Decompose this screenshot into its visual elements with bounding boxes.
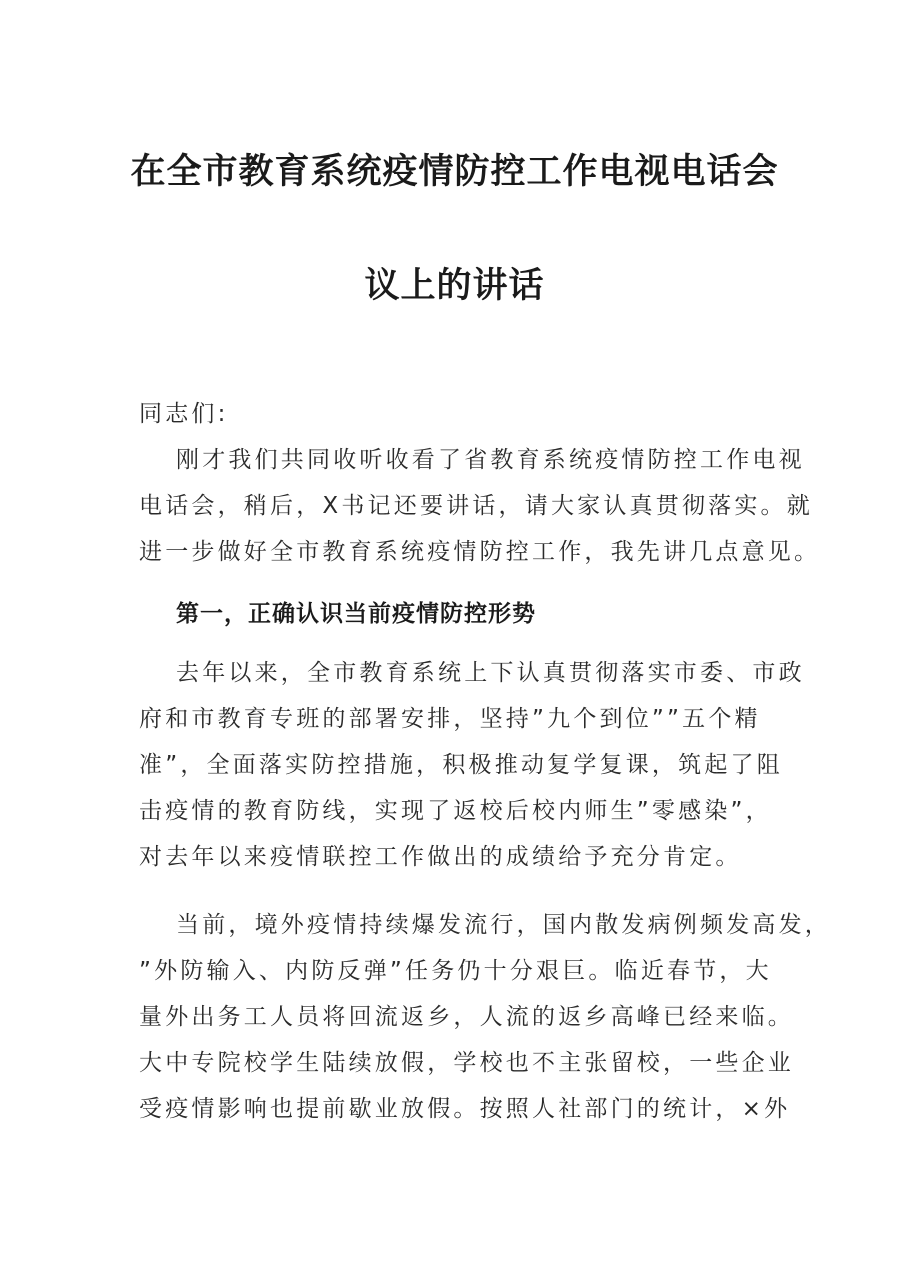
document-title-line-1: 在全市教育系统疫情防控工作电视电话会 <box>130 151 779 192</box>
paragraph-line: 击疫情的教育防线，实现了返校后校内师生”零感染”， <box>139 798 772 824</box>
paragraph-line: 去年以来，全市教育系统上下认真贯彻落实市委、市政 <box>176 660 805 686</box>
paragraph-line: 当前，境外疫情持续爆发流行，国内散发病例频发高发， <box>176 912 831 938</box>
salutation <box>139 391 789 437</box>
paragraph-line: 进一步做好全市教育系统疫情防控工作，我先讲几点意见。 <box>139 539 821 565</box>
paragraph-line: 对去年以来疫情联控工作做出的成绩给予充分肯定。 <box>139 844 742 870</box>
section-heading-1: 第一，正确认识当前疫情防控形势 <box>176 601 536 627</box>
paragraph-line: 量外出务工人员将回流返乡，人流的返乡高峰已经来临。 <box>139 1004 794 1030</box>
paragraph-line: 府和市教育专班的部署安排，坚持”九个到位””五个精 <box>139 706 761 732</box>
section-heading-1-block <box>139 591 789 637</box>
paragraph-3 <box>139 902 831 1132</box>
paragraph-line: ”外防输入、内防反弹”任务仍十分艰巨。临近春节，大 <box>139 958 772 984</box>
paragraph-line: 受疫情影响也提前歇业放假。按照人社部门的统计，×外 <box>139 1096 791 1122</box>
paragraph-line: 准”，全面落实防控措施，积极推动复学复课，筑起了阻 <box>139 752 783 778</box>
paragraph-2 <box>139 650 805 880</box>
paragraph-line: 电话会，稍后，X书记还要讲话，请大家认真贯彻落实。就 <box>139 493 813 519</box>
paragraph-line: 大中专院校学生陆续放假，学校也不主张留校，一些企业 <box>139 1050 794 1076</box>
paragraph-line: 刚才我们共同收听收看了省教育系统疫情防控工作电视 <box>176 447 805 473</box>
salutation-text: 同志们: <box>139 401 229 427</box>
document-title-line-2: 议上的讲话 <box>364 265 545 306</box>
paragraph-1 <box>139 437 821 575</box>
